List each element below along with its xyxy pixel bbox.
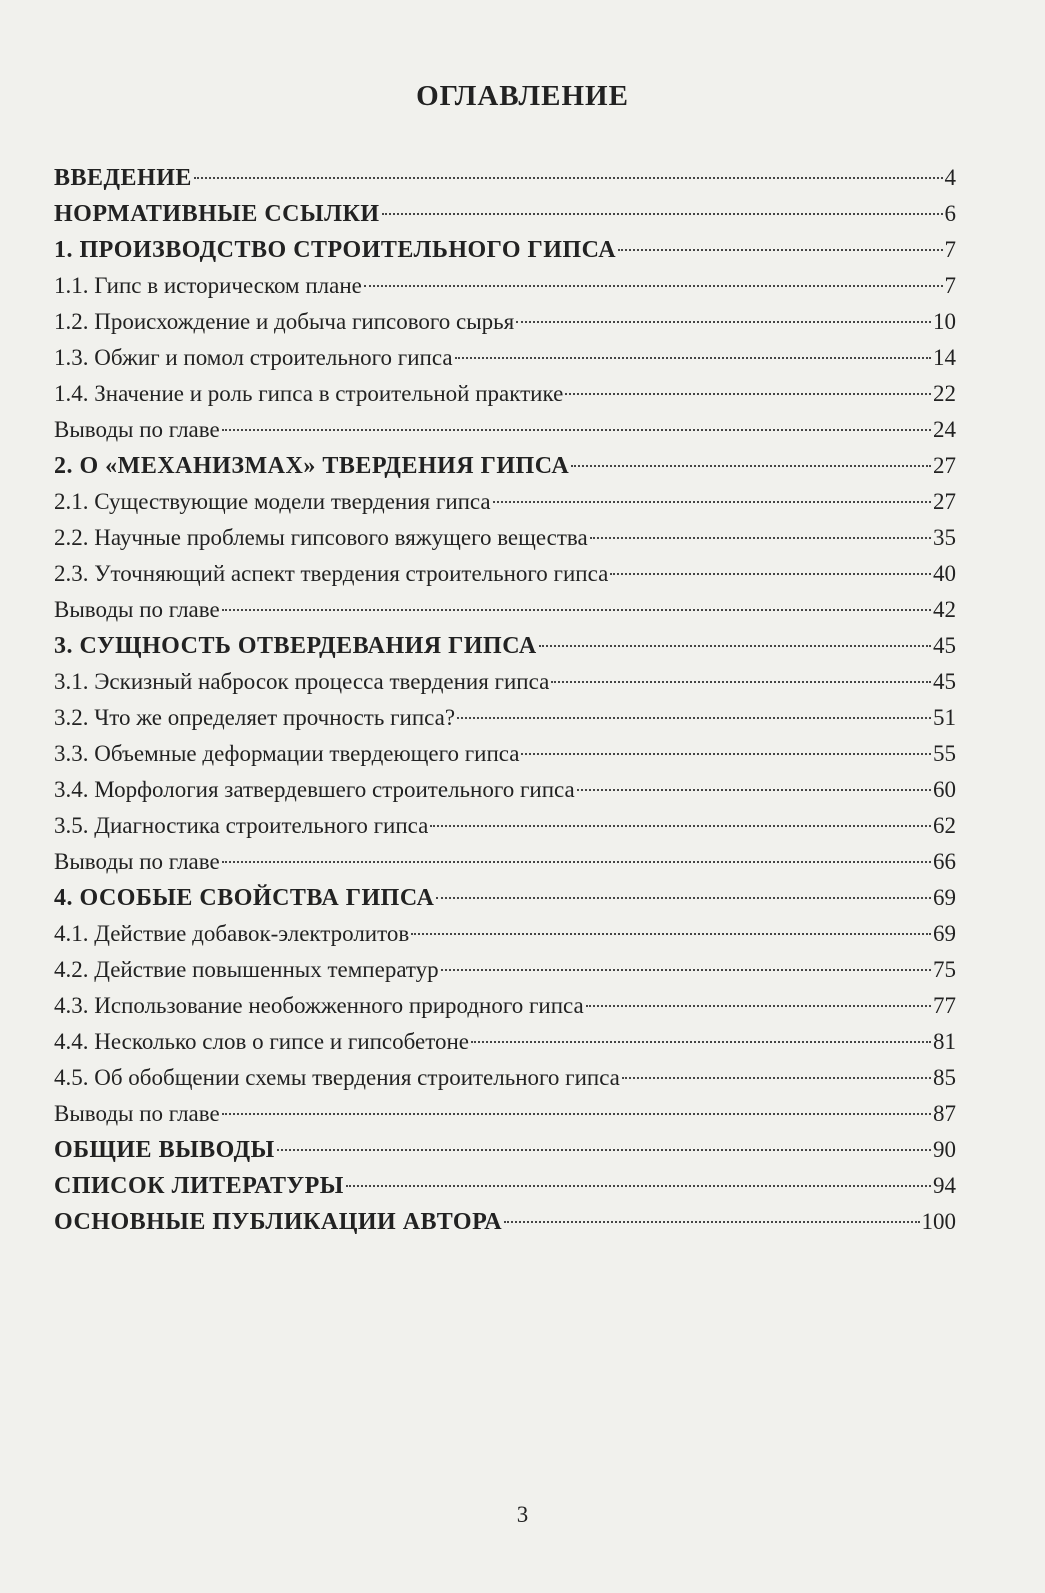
toc-dot-leader — [622, 1077, 931, 1079]
toc-entry — [54, 592, 956, 628]
toc-entry — [54, 160, 956, 196]
toc-entry-page: 87 — [933, 1101, 956, 1126]
toc-dot-leader — [194, 177, 943, 179]
toc-entry-label: 3. СУЩНОСТЬ ОТВЕРДЕВАНИЯ ГИПСА — [54, 633, 537, 659]
toc-dot-leader — [590, 537, 931, 539]
toc-dot-leader — [516, 321, 931, 323]
toc-dot-leader — [610, 573, 931, 575]
toc-dot-leader — [504, 1221, 919, 1223]
toc-entry — [54, 304, 956, 340]
toc-entry-label: 1.3. Обжиг и помол строительного гипса — [54, 345, 453, 370]
toc-dot-leader — [364, 285, 943, 287]
toc-entry — [54, 340, 956, 376]
toc-entry-page: 45 — [933, 633, 956, 658]
toc-entry-label: 4.2. Действие повышенных температур — [54, 957, 439, 982]
toc-entry-label: 1.2. Происхождение и добыча гипсового сырья — [54, 309, 515, 334]
toc-entry — [54, 1132, 956, 1168]
toc-entry-page: 55 — [933, 741, 956, 766]
toc-entry — [54, 1168, 956, 1204]
toc-title: ОГЛАВЛЕНИЕ — [416, 80, 629, 112]
toc-dot-leader — [618, 249, 942, 251]
toc-entry-label: 4.1. Действие добавок-электролитов — [54, 921, 410, 946]
toc-entry — [54, 736, 956, 772]
toc-entry — [54, 664, 956, 700]
toc-entry — [54, 628, 956, 664]
toc-entry — [54, 232, 956, 268]
toc-entry-page: 81 — [933, 1029, 956, 1054]
toc-entry-page: 45 — [933, 669, 956, 694]
toc-entry-label: 2.3. Уточняющий аспект твердения строительного гипса — [54, 561, 609, 586]
toc-entry — [54, 520, 956, 556]
toc-entry-label: 1. ПРОИЗВОДСТВО СТРОИТЕЛЬНОГО ГИПСА — [54, 237, 617, 263]
toc-entry-label: СПИСОК ЛИТЕРАТУРЫ — [54, 1173, 344, 1199]
toc-dot-leader — [277, 1149, 931, 1151]
toc-entry-label: НОРМАТИВНЫЕ ССЫЛКИ — [54, 201, 380, 227]
toc-dot-leader — [222, 1113, 931, 1115]
toc-entry — [54, 1024, 956, 1060]
toc-entry — [54, 916, 956, 952]
toc-entry-label: Выводы по главе — [54, 597, 220, 622]
toc-dot-leader — [455, 357, 931, 359]
toc-entry-label: 2.1. Существующие модели твердения гипса — [54, 489, 491, 514]
toc-entry-page: 40 — [933, 561, 956, 586]
page-number: 3 — [516, 1502, 529, 1527]
toc-entry-label: Выводы по главе — [54, 417, 220, 442]
toc-entry-label: 2. О «МЕХАНИЗМАХ» ТВЕРДЕНИЯ ГИПСА — [54, 453, 570, 479]
toc-entry — [54, 1204, 956, 1240]
toc-entry-label: 4. ОСОБЫЕ СВОЙСТВА ГИПСА — [54, 885, 435, 911]
toc-entry-page: 69 — [933, 921, 956, 946]
toc-entry-page: 7 — [944, 237, 956, 262]
toc-dot-leader — [565, 393, 931, 395]
toc-dot-leader — [382, 213, 943, 215]
toc-entry-page: 66 — [933, 849, 956, 874]
toc-entry-label: ОСНОВНЫЕ ПУБЛИКАЦИИ АВТОРА — [54, 1209, 503, 1235]
toc-entry — [54, 448, 956, 484]
toc-entry-page: 69 — [933, 885, 956, 910]
toc-entry-label: ВВЕДЕНИЕ — [54, 165, 192, 191]
toc-entry — [54, 844, 956, 880]
toc-entry — [54, 268, 956, 304]
toc-dot-leader — [586, 1005, 931, 1007]
toc-entry-page: 10 — [933, 309, 956, 334]
toc-dot-leader — [571, 465, 931, 467]
toc-entry-page: 22 — [933, 381, 956, 406]
toc-entry-label: 3.5. Диагностика строительного гипса — [54, 813, 429, 838]
toc-dot-leader — [521, 753, 931, 755]
toc-entry-page: 42 — [933, 597, 956, 622]
toc-entry-page: 7 — [944, 273, 956, 298]
toc-entry-label: 3.2. Что же определяет прочность гипса? — [54, 705, 456, 730]
toc-entry-page: 27 — [933, 453, 956, 478]
toc-dot-leader — [411, 933, 931, 935]
toc-entry-label: 3.3. Объемные деформации твердеющего гипса — [54, 741, 520, 766]
toc-entry-label: 3.1. Эскизный набросок процесса твердения гипса — [54, 669, 550, 694]
toc-entry — [54, 808, 956, 844]
toc-entry-page: 14 — [933, 345, 956, 370]
toc-entry — [54, 772, 956, 808]
toc-entry — [54, 700, 956, 736]
toc-dot-leader — [222, 861, 931, 863]
toc-entry-page: 51 — [933, 705, 956, 730]
toc-entry-label: 3.4. Морфология затвердевшего строительного гипса — [54, 777, 575, 802]
toc-entry-label: 4.3. Использование необожженного природного гипса — [54, 993, 584, 1018]
toc-entry — [54, 1060, 956, 1096]
toc-entry-page: 77 — [933, 993, 956, 1018]
toc-entry-label: 1.1. Гипс в историческом плане — [54, 273, 362, 298]
toc-dot-leader — [222, 429, 931, 431]
toc-entry-page: 60 — [933, 777, 956, 802]
toc-entry — [54, 952, 956, 988]
toc-entry-label: ОБЩИЕ ВЫВОДЫ — [54, 1137, 275, 1163]
toc-entry-label: 2.2. Научные проблемы гипсового вяжущего вещества — [54, 525, 588, 550]
toc-entry — [54, 484, 956, 520]
toc-dot-leader — [551, 681, 931, 683]
toc-entry — [54, 1096, 956, 1132]
toc-entry-page: 85 — [933, 1065, 956, 1090]
toc-dot-leader — [222, 609, 931, 611]
toc-dot-leader — [539, 645, 931, 647]
toc-dot-leader — [436, 897, 931, 899]
toc-entry — [54, 376, 956, 412]
toc-entry-label: 4.4. Несколько слов о гипсе и гипсобетоне — [54, 1029, 470, 1054]
toc-dot-leader — [457, 717, 931, 719]
toc-entry-page: 24 — [933, 417, 956, 442]
toc-entry-label: Выводы по главе — [54, 849, 220, 874]
toc-dot-leader — [577, 789, 931, 791]
toc-entry — [54, 988, 956, 1024]
toc-entry-page: 27 — [933, 489, 956, 514]
toc-entry-page: 75 — [933, 957, 956, 982]
toc-dot-leader — [430, 825, 931, 827]
toc-entry — [54, 196, 956, 232]
toc-list — [54, 160, 956, 1240]
toc-entry-page: 4 — [944, 165, 956, 190]
toc-entry-label: 4.5. Об обобщении схемы твердения строительного гипса — [54, 1065, 620, 1090]
toc-entry-label: Выводы по главе — [54, 1101, 220, 1126]
toc-dot-leader — [441, 969, 931, 971]
toc-entry-page: 35 — [933, 525, 956, 550]
toc-dot-leader — [346, 1185, 931, 1187]
toc-entry-page: 90 — [933, 1137, 956, 1162]
toc-entry-page: 94 — [933, 1173, 956, 1198]
toc-entry — [54, 556, 956, 592]
toc-dot-leader — [471, 1041, 931, 1043]
toc-entry-page: 100 — [921, 1209, 956, 1234]
toc-entry-page: 6 — [944, 201, 956, 226]
toc-entry — [54, 412, 956, 448]
toc-entry-label: 1.4. Значение и роль гипса в строительной практике — [54, 381, 564, 406]
toc-entry-page: 62 — [933, 813, 956, 838]
toc-entry — [54, 880, 956, 916]
toc-dot-leader — [493, 501, 931, 503]
